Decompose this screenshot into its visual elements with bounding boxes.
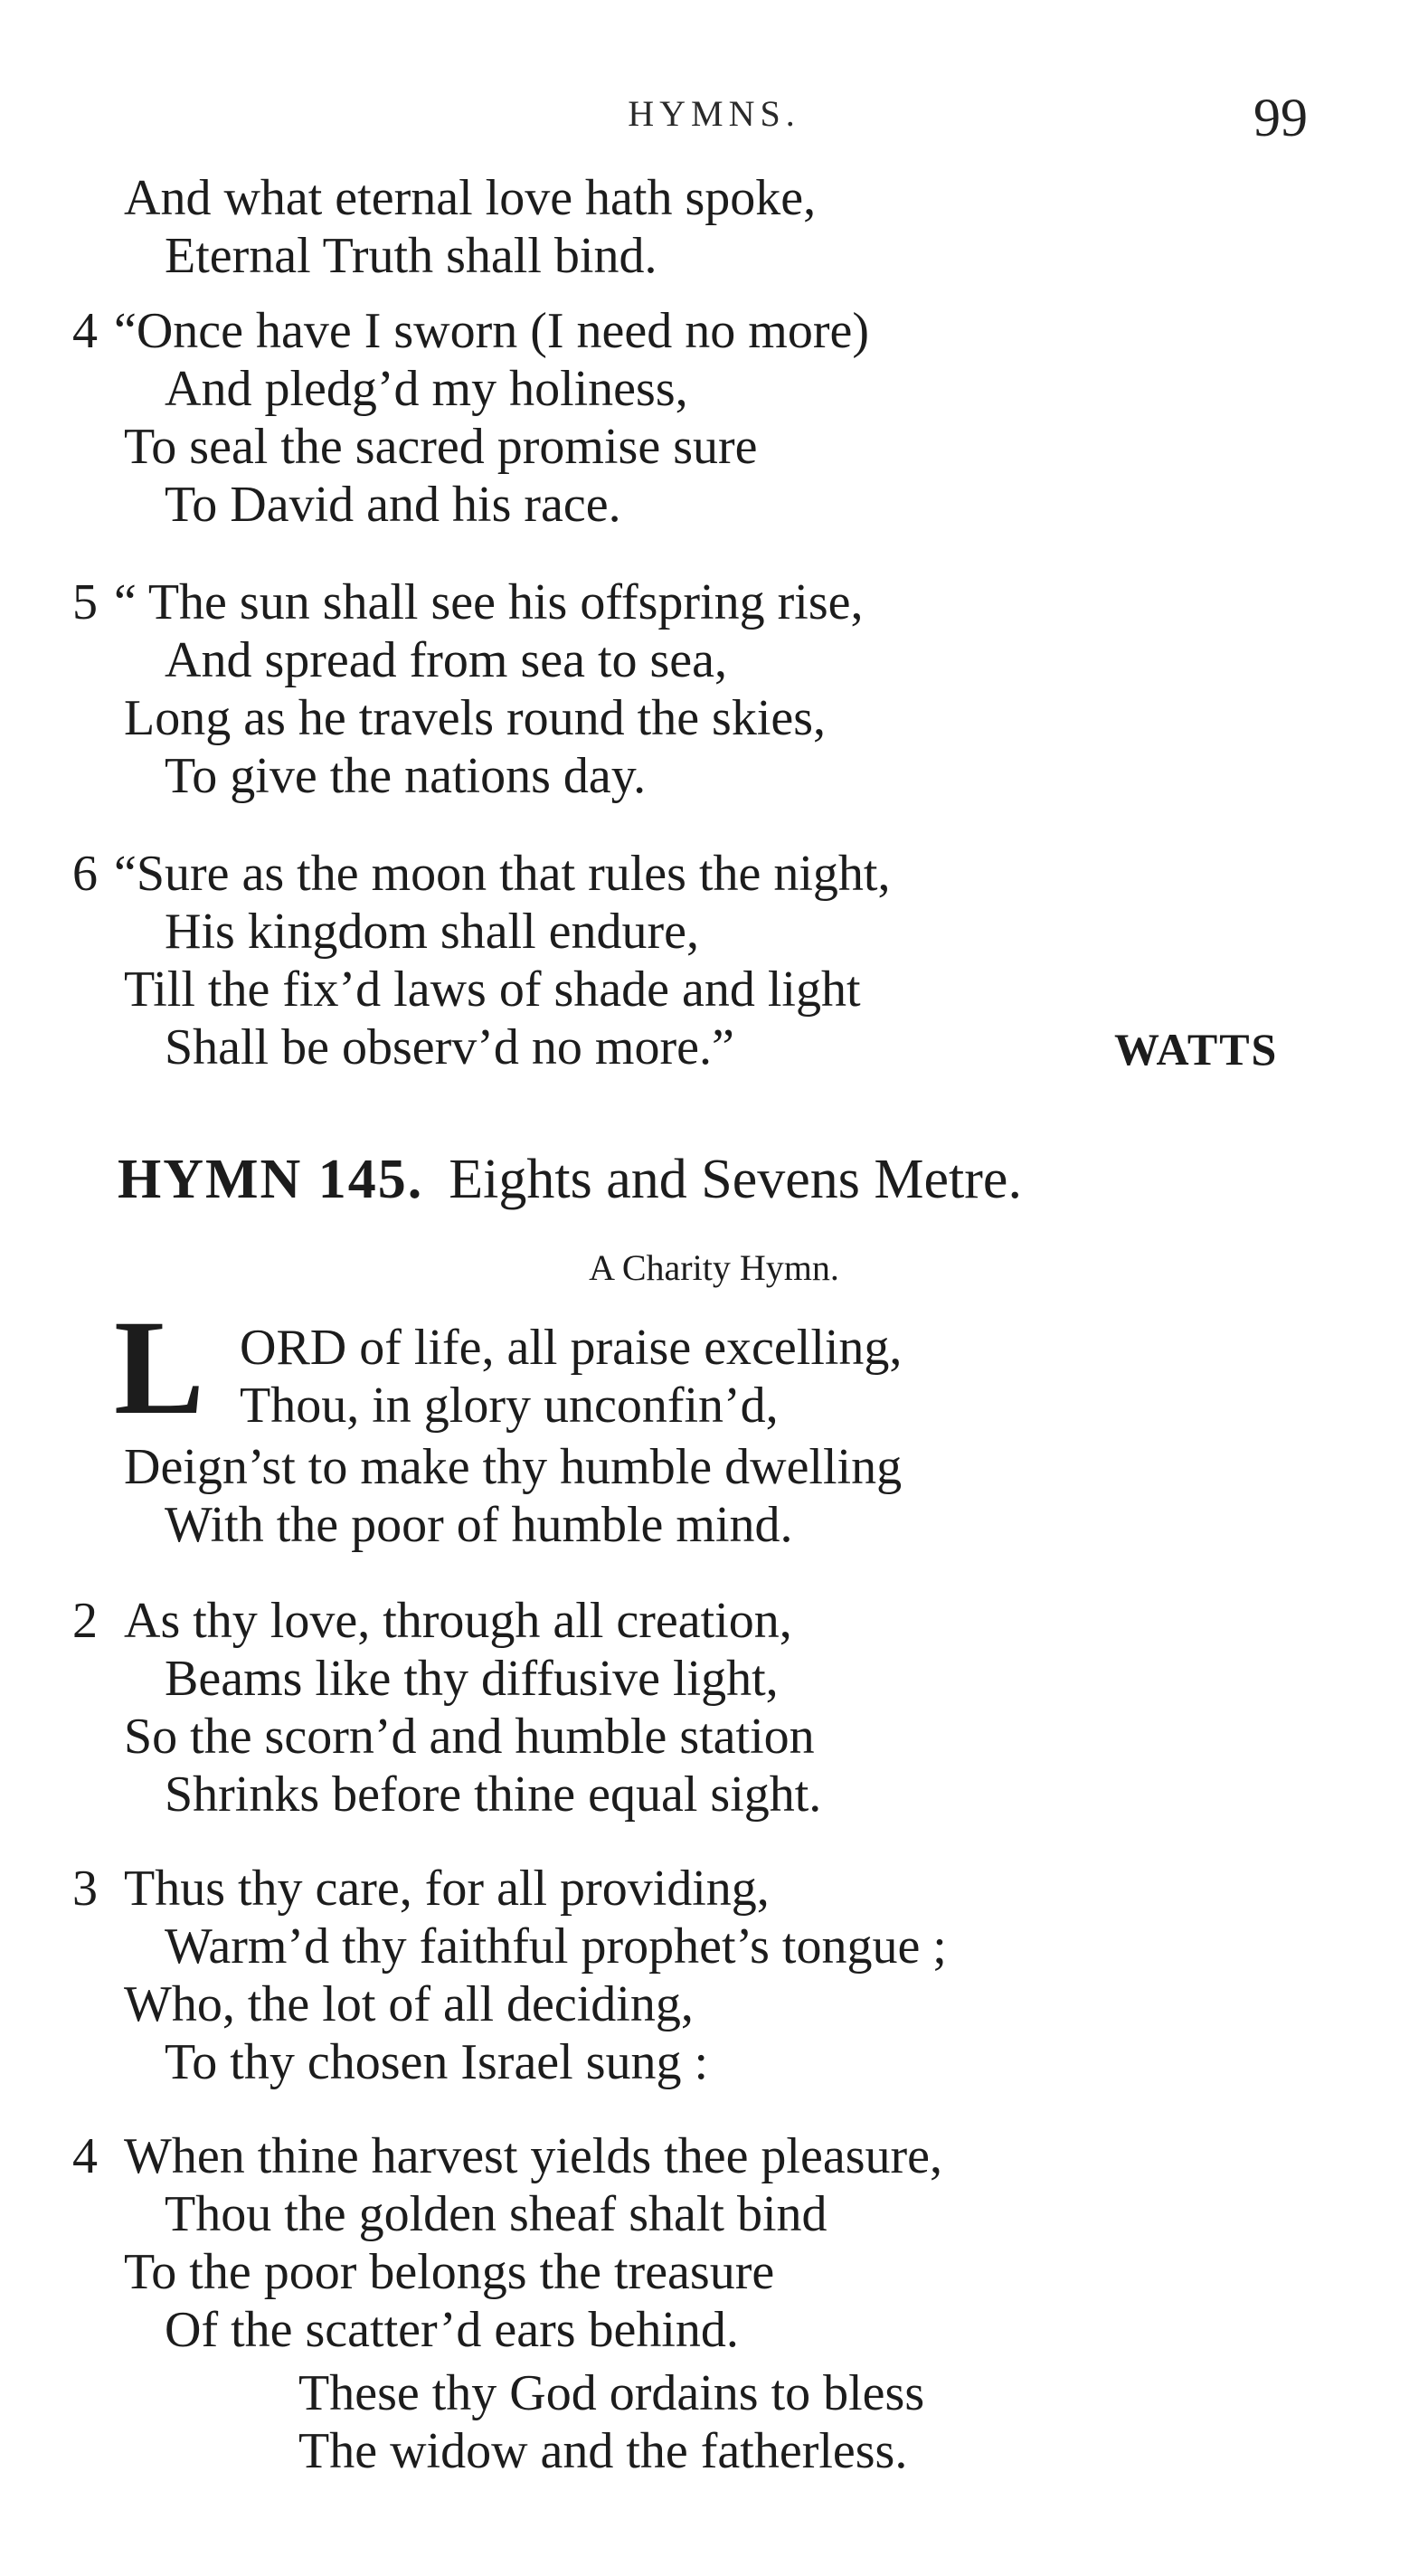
verse-line: And spread from sea to sea, bbox=[165, 632, 728, 688]
verse-line: These thy God ordains to bless bbox=[298, 2365, 925, 2421]
drop-cap: L bbox=[114, 1293, 205, 1443]
verse-line: “ The sun shall see his offspring rise, bbox=[114, 574, 864, 630]
verse-line: His kingdom shall endure, bbox=[165, 904, 700, 960]
hymn-subtitle: A Charity Hymn. bbox=[589, 1247, 839, 1288]
verse-line: To David and his race. bbox=[165, 477, 621, 533]
verse-line: Long as he travels round the skies, bbox=[124, 690, 827, 746]
verse-line: With the poor of humble mind. bbox=[165, 1497, 793, 1553]
verse-line: To the poor belongs the treasure bbox=[124, 2244, 775, 2300]
verse-line: To give the nations day. bbox=[165, 748, 647, 804]
verse-line: And pledg’d my holiness, bbox=[165, 361, 688, 417]
verse-line: Of the scatter’d ears behind. bbox=[165, 2302, 739, 2358]
verse-line: Thou the golden sheaf shalt bind bbox=[165, 2186, 827, 2242]
verse-number: 3 bbox=[72, 1861, 98, 1917]
verse-line: “Sure as the moon that rules the night, bbox=[114, 846, 891, 902]
verse-line: To seal the sacred promise sure bbox=[124, 419, 758, 475]
verse-line: And what eternal love hath spoke, bbox=[124, 170, 817, 226]
running-title: HYMNS. bbox=[628, 93, 800, 134]
hymn-number: HYMN 145. bbox=[118, 1149, 424, 1210]
verse-line: “Once have I sworn (I need no more) bbox=[114, 303, 869, 359]
verse-line: Who, the lot of all deciding, bbox=[124, 1976, 694, 2032]
verse-number: 2 bbox=[72, 1593, 98, 1649]
verse-line: The widow and the fatherless. bbox=[298, 2423, 908, 2479]
verse-line: Deign’st to make thy humble dwelling bbox=[124, 1439, 903, 1495]
verse-line: ORD of life, all praise excelling, bbox=[240, 1320, 903, 1376]
verse-line: To thy chosen Israel sung : bbox=[165, 2034, 709, 2090]
author-attribution: WATTS bbox=[1114, 1024, 1279, 1075]
verse-line: Warm’d thy faithful prophet’s tongue ; bbox=[165, 1918, 947, 1975]
page-number: 99 bbox=[1253, 88, 1308, 147]
hymn-metre: Eights and Sevens Metre. bbox=[449, 1149, 1022, 1210]
verse-line: When thine harvest yields thee pleasure, bbox=[124, 2128, 942, 2184]
verse-number: 6 bbox=[72, 846, 98, 902]
verse-line: Eternal Truth shall bind. bbox=[165, 228, 657, 284]
verse-number: 5 bbox=[72, 574, 98, 630]
verse-line: So the scorn’d and humble station bbox=[124, 1709, 815, 1765]
verse-line: Thou, in glory unconfin’d, bbox=[240, 1378, 779, 1434]
verse-line: As thy love, through all creation, bbox=[124, 1593, 792, 1649]
verse-line: Shrinks before thine equal sight. bbox=[165, 1766, 822, 1823]
verse-line: Shall be observ’d no more.” bbox=[165, 1019, 734, 1075]
verse-number: 4 bbox=[72, 303, 98, 359]
hymn-heading bbox=[118, 1147, 1022, 1212]
verse-line: Beams like thy diffusive light, bbox=[165, 1651, 779, 1707]
verse-line: Till the fix’d laws of shade and light bbox=[124, 961, 861, 1018]
verse-number: 4 bbox=[72, 2128, 98, 2184]
verse-line: Thus thy care, for all providing, bbox=[124, 1861, 770, 1917]
